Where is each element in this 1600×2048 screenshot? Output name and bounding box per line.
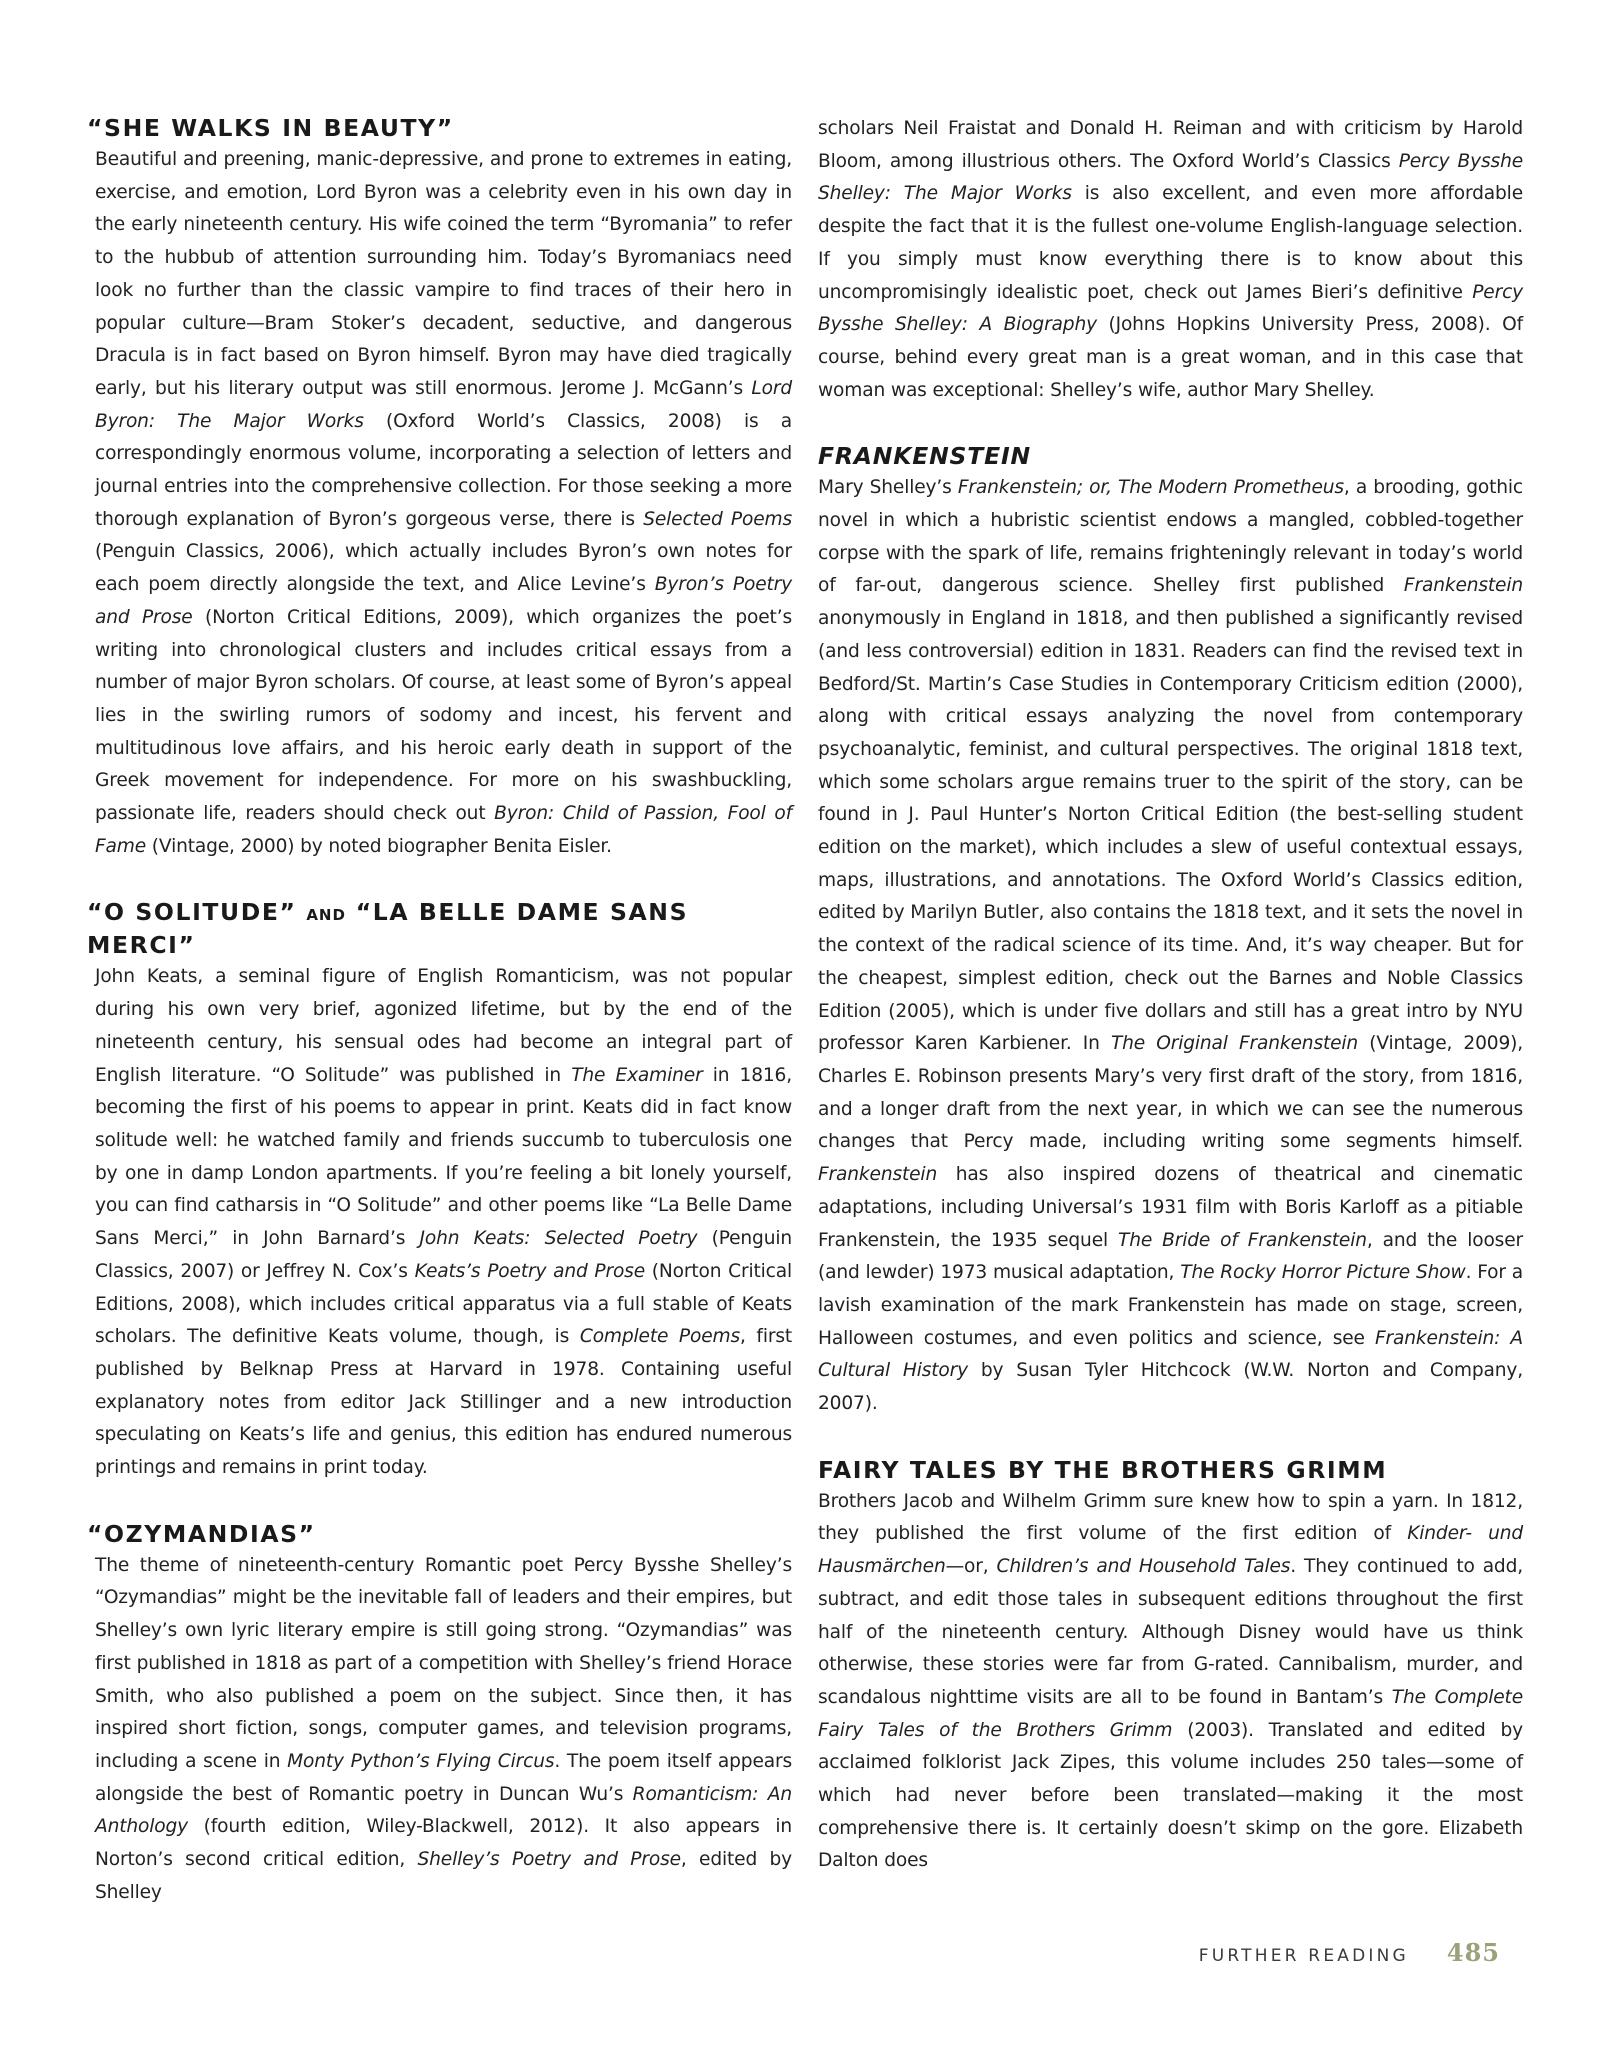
section-heading: “SHE WALKS IN BEAUTY” bbox=[87, 114, 454, 142]
text-run: in 1816, becoming the first of his poems to appear in print. Keats did in fact know solitude well: he watched family and friends succumb to tuberculosis one by one in damp London apartments. If you’re feeling a bit lonely yourself, you can find catharsis in “O Solitude” and other poems like “La Belle Dame Sans Merci,” in John Barnard’s bbox=[95, 1064, 792, 1250]
work-title: Frankenstein bbox=[1403, 575, 1523, 597]
work-title: Frankenstein; or, The Modern Prometheus bbox=[957, 477, 1344, 499]
work-title: Complete Poems bbox=[579, 1326, 741, 1348]
text-run: , a brooding, gothic novel in which a hubristic scientist endows a mangled, cobbled-together corpse with the spark of life, remains frighteningly relevant in today’s world of far-out, dangerous science. Shelley first published bbox=[818, 477, 1523, 597]
work-title: The Bride of Frankenstein bbox=[1118, 1229, 1367, 1251]
work-title: Byron’s Poetry and Prose bbox=[95, 574, 792, 628]
page-footer bbox=[1199, 1938, 1500, 1967]
section-brothers-grimm bbox=[818, 1455, 1523, 1878]
heading-conjunction: AND bbox=[306, 906, 346, 925]
text-run: . For a lavish examination of the mark Frankenstein has made on stage, screen, Halloween costumes, and even politics and science, see bbox=[818, 1262, 1523, 1349]
section-body bbox=[87, 961, 792, 1484]
text-run: , edited by Shelley bbox=[95, 1849, 792, 1903]
text-run: anonymously in England in 1818, and then published a significantly revised (and less controversial) edition in 1831. Readers can find the revised text in Bedford/St. Martin’s Case Studies in Contemporary Criticism edition (2000), along with critical essays analyzing the novel from contemporary psychoanalytic, feminist, and cultural perspectives. The original 1818 text, which some scholars argue remains truer to the spirit of the story, can be found in J. Paul Hunter’s Norton Critical Edition (the best-selling student edition on the market), which includes a slew of useful contextual essays, maps, illustrations, and annotations. The Oxford World’s Classics edition, edited by Marilyn Butler, also contains the 1818 text, and it sets the novel in the context of the radical science of its time. And, it’s way cheaper. But for the cheapest, simplest edition, check out the Barnes and Noble Classics Edition (2005), which is under five dollars and still has a great intro by NYU professor Karen Karbiener. In bbox=[818, 608, 1523, 1055]
heading-part: “O SOLITUDE” bbox=[87, 898, 307, 927]
text-run: scholars Neil Fraistat and Donald H. Reiman and with criticism by Harold Bloom, among illustrious others. The Oxford World’s Classics bbox=[818, 118, 1523, 172]
section-body bbox=[87, 144, 792, 863]
work-title: Keats’s Poetry and Prose bbox=[414, 1260, 646, 1282]
text-run: is also excellent, and even more affordable despite the fact that it is the fullest one-volume English-language selection. If you simply must know everything there is to know about this uncompromisingly idealistic poet, check out James Bieri’s definitive bbox=[818, 183, 1523, 303]
work-title: Byron: Child of Passion, Fool of Fame bbox=[95, 803, 792, 857]
text-run: —or, bbox=[945, 1556, 997, 1578]
text-run: (Norton Critical Editions, 2009), which organizes the poet’s writing into chronological clusters and includes critical essays from a number of major Byron scholars. Of course, at least some of Byron’s appeal lies in the swirling rumors of sodomy and incest, his fervent and multitudinous love affairs, and his heroic early death in support of the Greek movement for independence. For more on his swashbuckling, passionate life, readers should check out bbox=[95, 606, 792, 825]
section-body bbox=[818, 113, 1523, 407]
page-number: 485 bbox=[1446, 1938, 1500, 1967]
text-run: John Keats, a seminal figure of English Romanticism, was not popular during his own very brief, agonized lifetime, but by the end of the nineteenth century, his sensual odes had become an integral part of English literature. “O Solitude” was published in bbox=[95, 966, 792, 1086]
text-run: has also inspired dozens of theatrical and cinematic adaptations, including Universal’s 1931 film with Boris Karloff as a pitiable Frankenstein, the 1935 sequel bbox=[818, 1164, 1523, 1251]
section-ozymandias-continued bbox=[818, 113, 1523, 407]
work-title: Romanticism: An Anthology bbox=[95, 1783, 792, 1838]
text-run: Beautiful and preening, manic-depressive, and prone to extremes in eating, exercise, and emotion, Lord Byron was a celebrity even in his own day in the early nineteenth century. His wife coined the term “Byromania” to refer to the hubbub of attention surrounding him. Today’s Byromaniacs need look no further than the classic vampire to find traces of their hero in popular culture—Bram Stoker’s decadent, seductive, and dangerous Dracula is in fact based on Byron himself. Byron may have died tragically early, but his literary output was still enormous. Jerome J. McGann’s bbox=[95, 149, 792, 399]
text-run: by Susan Tyler Hitchcock (W.W. Norton and Company, 2007). bbox=[818, 1360, 1524, 1415]
text-run: The theme of nineteenth-century Romantic poet Percy Bysshe Shelley’s “Ozymandias” might be the inevitable fall of leaders and their empires, but Shelley’s own lyric literary empire is still going strong. “Ozymandias” was first published in 1818 as part of a competition with Shelley’s friend Horace Smith, who also published a poem on the subject. Since then, it has inspired short fiction, songs, computer games, and television programs, including a scene in bbox=[95, 1554, 792, 1772]
section-o-solitude bbox=[87, 897, 792, 1484]
work-title: Lord Byron: The Major Works bbox=[95, 377, 792, 432]
text-run: Brothers Jacob and Wilhelm Grimm sure knew how to spin a yarn. In 1812, they published the first volume of the first edition of bbox=[818, 1490, 1523, 1545]
section-ozymandias bbox=[87, 1519, 792, 1910]
running-footer-label: FURTHER READING bbox=[1198, 1946, 1409, 1966]
text-run: (fourth edition, Wiley-Blackwell, 2012). It also appears in Norton’s second critical edition, bbox=[95, 1816, 792, 1871]
text-run: , first published by Belknap Press at Harvard in 1978. Containing useful explanatory notes from editor Jack Stillinger and a new introduction speculating on Keats’s life and genius, this edition has endured numerous printings and remains in print today. bbox=[95, 1326, 793, 1479]
work-title: Monty Python’s Flying Circus bbox=[287, 1750, 555, 1772]
work-title: Kinder- und Hausmärchen bbox=[818, 1523, 1524, 1578]
right-column bbox=[818, 113, 1523, 1912]
section-body bbox=[818, 472, 1523, 1420]
section-she-walks-in-beauty bbox=[87, 113, 792, 863]
work-title: The Examiner bbox=[571, 1064, 703, 1086]
text-run: (Penguin Classics, 2007) or Jeffrey N. Cox’s bbox=[95, 1228, 792, 1282]
work-title: Frankenstein bbox=[818, 1164, 938, 1186]
section-body bbox=[87, 1550, 792, 1910]
left-column bbox=[87, 113, 792, 1943]
section-frankenstein bbox=[818, 441, 1523, 1420]
text-run: (Penguin Classics, 2006), which actually includes Byron’s own notes for each poem directly alongside the text, and Alice Levine’s bbox=[95, 541, 792, 596]
work-title: John Keats: Selected Poetry bbox=[419, 1228, 698, 1250]
work-title: Percy Bysshe Shelley: A Biography bbox=[818, 281, 1523, 336]
section-heading: “OZYMANDIAS” bbox=[87, 1519, 316, 1548]
work-title: The Rocky Horror Picture Show bbox=[1180, 1262, 1466, 1284]
work-title: The Original Frankenstein bbox=[1110, 1033, 1359, 1055]
heading-part: “LA BELLE DAME SANS MERCI” bbox=[87, 898, 689, 960]
work-title: Frankenstein: A Cultural History bbox=[818, 1327, 1523, 1382]
text-run: . They continued to add, subtract, and edit those tales in subsequent editions throughout the first half of the nineteenth century. Although Disney would have us think otherwise, these stories were far from G-rated. Cannibalism, murder, and scandalous nighttime visits are all to be found in Bantam’s bbox=[818, 1556, 1523, 1708]
section-heading bbox=[87, 897, 792, 960]
text-run: (2003). Translated and edited by acclaimed folklorist Jack Zipes, this volume includes 250 tales—some of which had never before been translated—making it the most comprehensive there is. It certainly doesn’t skimp on the gore. Elizabeth Dalton does bbox=[818, 1719, 1523, 1872]
text-run: , and the looser (and lewder) 1973 musical adaptation, bbox=[818, 1229, 1523, 1284]
work-title: Shelley’s Poetry and Prose bbox=[417, 1849, 681, 1871]
section-body bbox=[818, 1486, 1523, 1878]
section-heading: FAIRY TALES BY THE BROTHERS GRIMM bbox=[818, 1455, 1388, 1484]
text-run: (Johns Hopkins University Press, 2008). Of course, behind every great man is a great woman, and in this case that woman was exceptional: Shelley’s wife, author Mary Shelley. bbox=[818, 314, 1523, 401]
work-title: Selected Poems bbox=[643, 508, 793, 530]
text-run: . The poem itself appears alongside the best of Romantic poetry in Duncan Wu’s bbox=[95, 1750, 793, 1805]
section-heading: FRANKENSTEIN bbox=[818, 442, 1031, 471]
work-title: The Complete Fairy Tales of the Brothers Grimm bbox=[818, 1686, 1523, 1741]
work-title: Children’s and Household Tales bbox=[996, 1556, 1291, 1578]
work-title: Percy Bysshe Shelley: The Major Works bbox=[818, 150, 1523, 205]
text-run: (Vintage, 2000) by noted biographer Benita Eisler. bbox=[146, 835, 612, 857]
text-run: (Vintage, 2009), Charles E. Robinson presents Mary’s very first draft of the story, from 1816, and a longer draft from the next year, in which we can see the numerous changes that Percy made, including writing some segments himself. bbox=[818, 1033, 1524, 1153]
text-run: Mary Shelley’s bbox=[818, 477, 958, 499]
text-run: (Oxford World’s Classics, 2008) is a correspondingly enormous volume, incorporating a selection of letters and journal entries into the comprehensive collection. For those seeking a more thorough explanation of Byron’s gorgeous verse, there is bbox=[95, 410, 792, 530]
text-run: (Norton Critical Editions, 2008), which includes critical apparatus via a full stable of Keats scholars. The definitive Keats volume, though, is bbox=[95, 1260, 792, 1348]
